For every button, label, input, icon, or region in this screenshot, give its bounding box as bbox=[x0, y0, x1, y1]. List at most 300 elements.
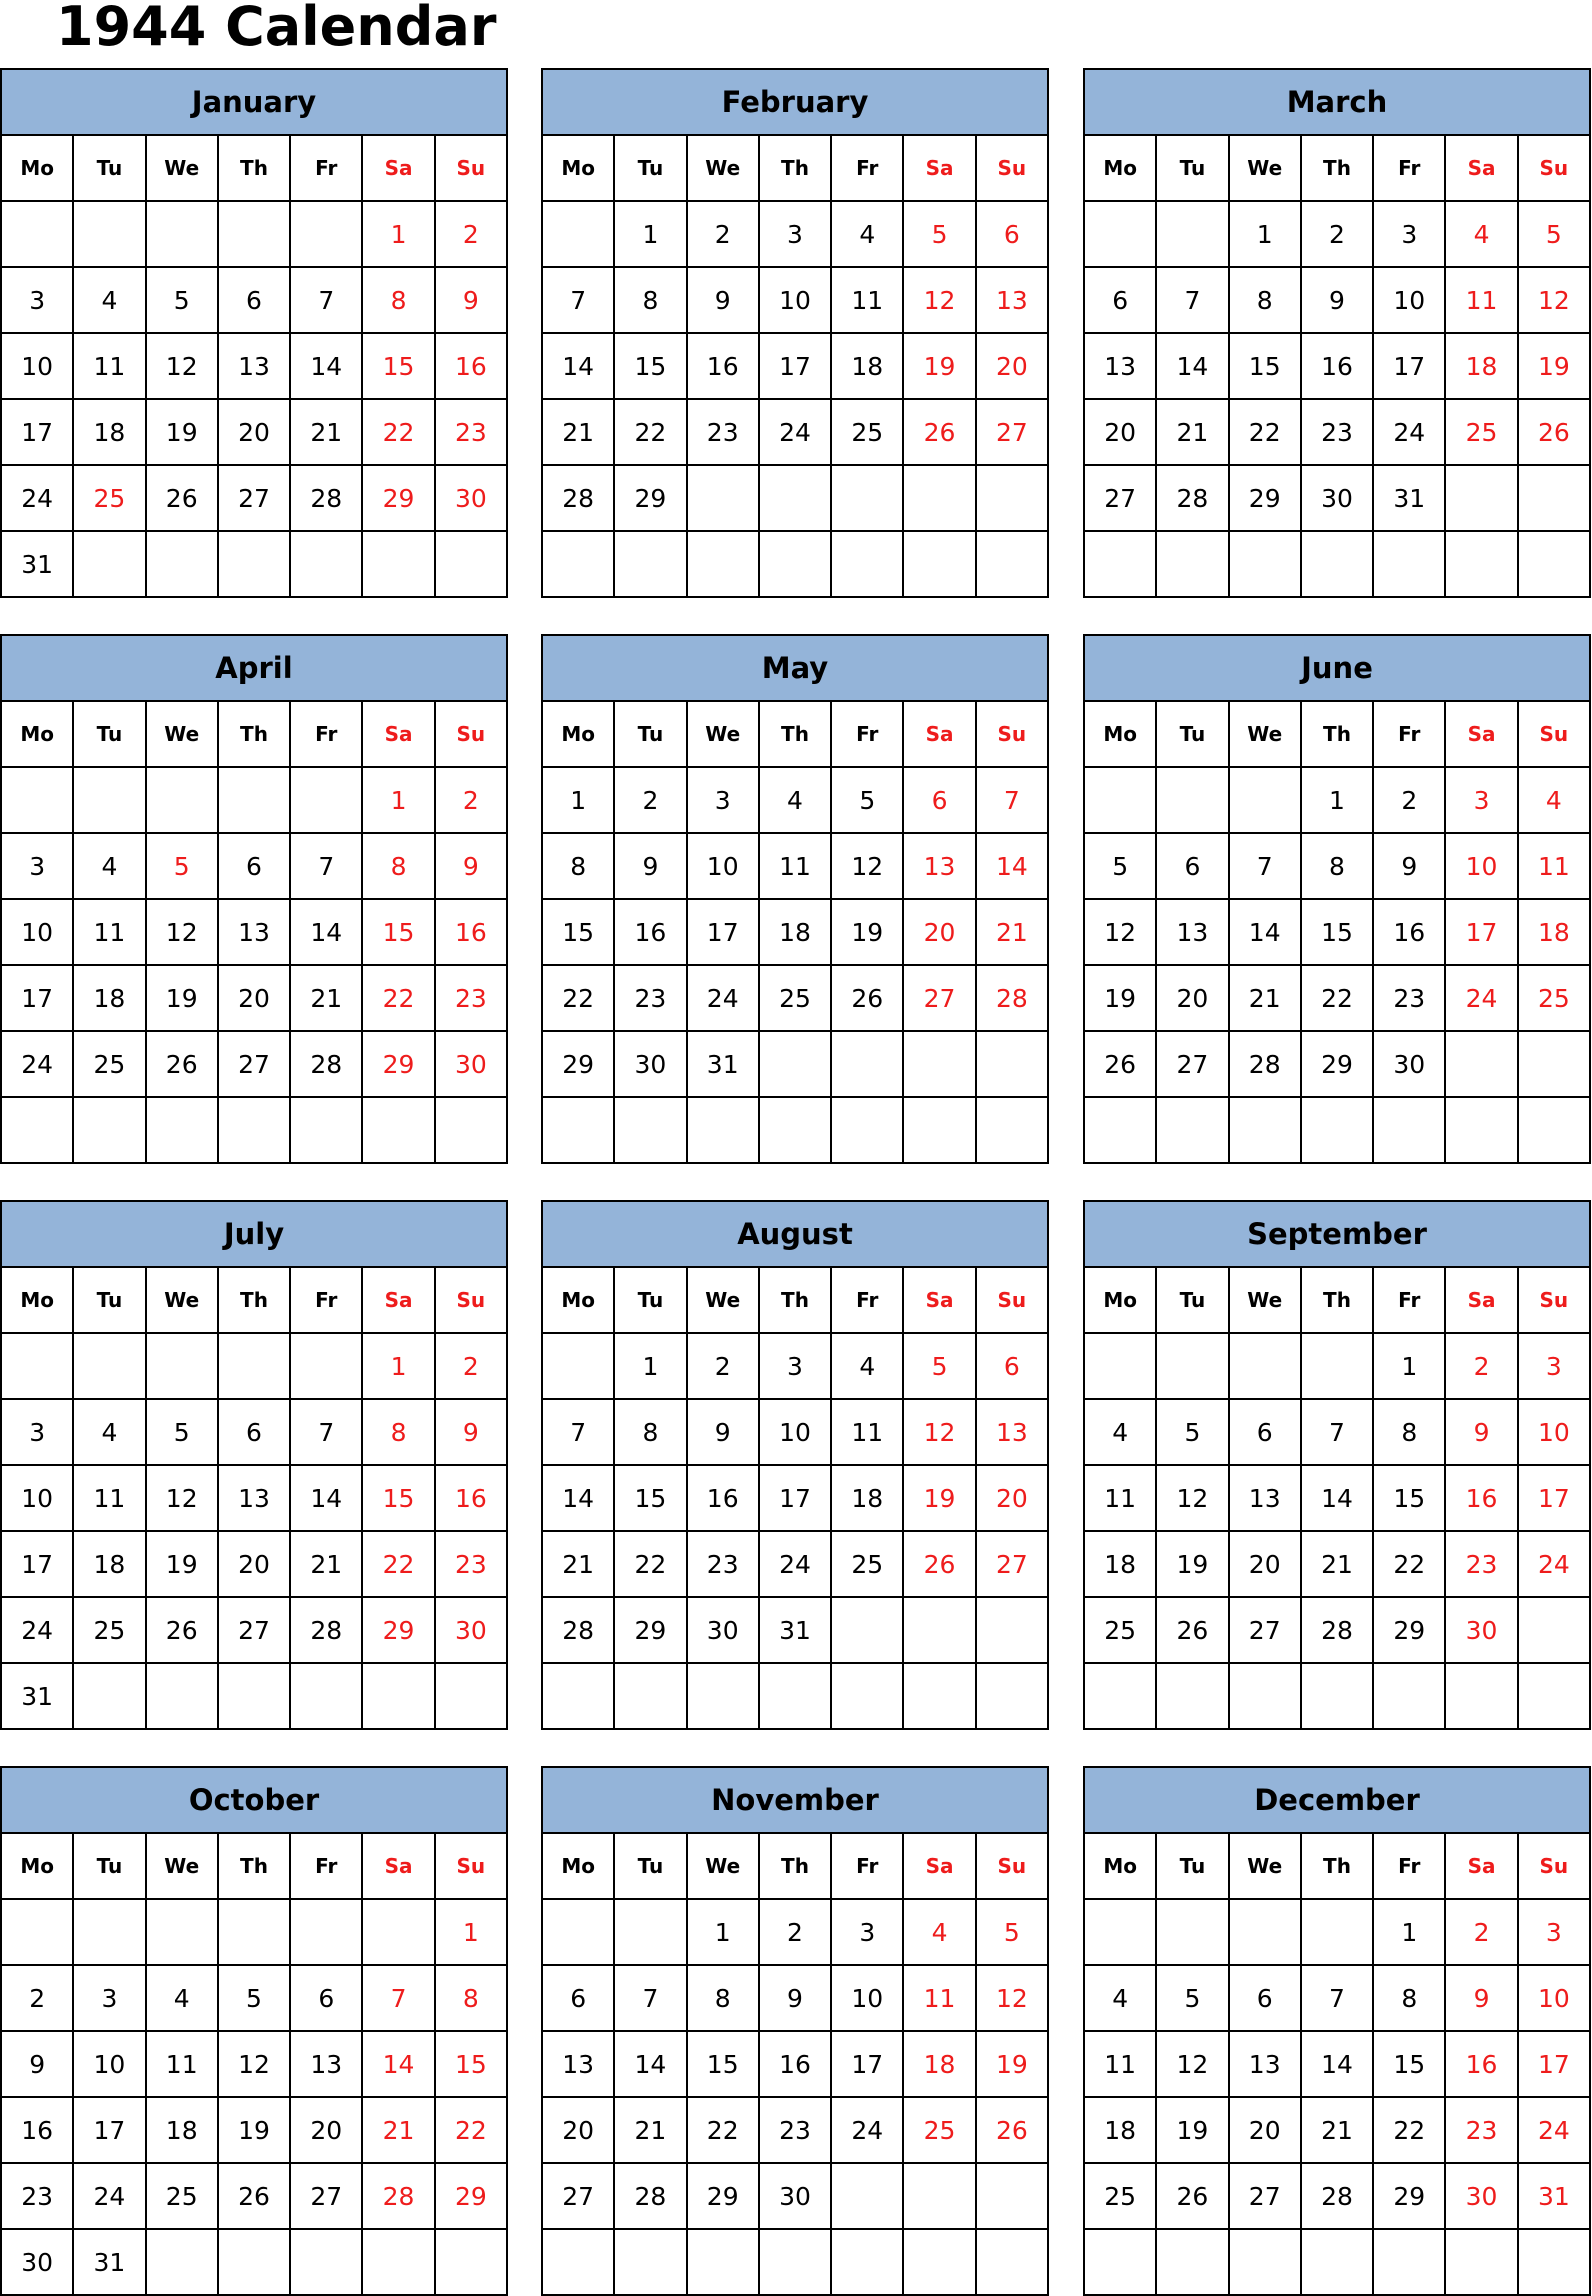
day-cell: 19 bbox=[1155, 2096, 1227, 2162]
day-cell: 25 bbox=[758, 964, 830, 1030]
day-cell: 3 bbox=[0, 832, 72, 898]
day-cell: 12 bbox=[217, 2030, 289, 2096]
day-cell: 23 bbox=[1300, 398, 1372, 464]
day-cell: 27 bbox=[1083, 464, 1155, 530]
day-cell: 14 bbox=[289, 1464, 361, 1530]
day-cell: 12 bbox=[1155, 2030, 1227, 2096]
day-cell: 29 bbox=[613, 464, 685, 530]
day-cell: 5 bbox=[217, 1964, 289, 2030]
day-cell: 20 bbox=[289, 2096, 361, 2162]
empty-day-cell bbox=[217, 1898, 289, 1964]
day-cell: 1 bbox=[541, 766, 613, 832]
day-cell: 24 bbox=[0, 464, 72, 530]
weekday-header: Sa bbox=[902, 1832, 974, 1898]
day-cell: 14 bbox=[361, 2030, 433, 2096]
empty-day-cell bbox=[830, 1096, 902, 1162]
month-name: September bbox=[1083, 1200, 1589, 1266]
day-cell: 1 bbox=[1300, 766, 1372, 832]
weekday-header: Sa bbox=[902, 700, 974, 766]
day-cell: 2 bbox=[686, 200, 758, 266]
day-cell: 27 bbox=[217, 1596, 289, 1662]
day-cell: 21 bbox=[613, 2096, 685, 2162]
day-cell: 1 bbox=[361, 200, 433, 266]
day-cell: 2 bbox=[1372, 766, 1444, 832]
day-cell: 25 bbox=[830, 1530, 902, 1596]
day-cell: 27 bbox=[902, 964, 974, 1030]
day-cell: 29 bbox=[361, 464, 433, 530]
day-cell: 12 bbox=[145, 1464, 217, 1530]
empty-day-cell bbox=[1083, 530, 1155, 596]
day-cell: 13 bbox=[902, 832, 974, 898]
day-cell: 14 bbox=[613, 2030, 685, 2096]
empty-day-cell bbox=[541, 1662, 613, 1728]
day-cell: 16 bbox=[0, 2096, 72, 2162]
day-cell: 28 bbox=[1155, 464, 1227, 530]
month-december bbox=[1083, 1766, 1591, 2296]
day-cell: 23 bbox=[686, 1530, 758, 1596]
weekday-header: Su bbox=[434, 1832, 506, 1898]
day-cell: 22 bbox=[361, 964, 433, 1030]
day-cell: 1 bbox=[686, 1898, 758, 1964]
month-january bbox=[0, 68, 508, 598]
weekday-header: Th bbox=[758, 700, 830, 766]
weekday-header: Th bbox=[1300, 1266, 1372, 1332]
day-cell: 9 bbox=[686, 266, 758, 332]
day-cell: 12 bbox=[1517, 266, 1589, 332]
day-cell: 22 bbox=[541, 964, 613, 1030]
day-cell: 1 bbox=[1372, 1898, 1444, 1964]
empty-day-cell bbox=[1517, 464, 1589, 530]
day-cell: 19 bbox=[902, 1464, 974, 1530]
day-cell: 17 bbox=[758, 1464, 830, 1530]
day-cell: 27 bbox=[1228, 2162, 1300, 2228]
day-cell: 9 bbox=[1444, 1398, 1516, 1464]
empty-day-cell bbox=[1083, 1096, 1155, 1162]
day-cell: 28 bbox=[975, 964, 1047, 1030]
day-cell: 27 bbox=[541, 2162, 613, 2228]
day-cell: 8 bbox=[361, 832, 433, 898]
day-cell: 31 bbox=[686, 1030, 758, 1096]
day-cell: 30 bbox=[0, 2228, 72, 2294]
empty-day-cell bbox=[1155, 1898, 1227, 1964]
month-name: August bbox=[541, 1200, 1047, 1266]
day-cell: 20 bbox=[975, 1464, 1047, 1530]
day-cell: 7 bbox=[1228, 832, 1300, 898]
empty-day-cell bbox=[1228, 2228, 1300, 2294]
day-cell: 31 bbox=[72, 2228, 144, 2294]
day-cell: 6 bbox=[217, 266, 289, 332]
weekday-header: Su bbox=[1517, 1266, 1589, 1332]
weekday-header: Th bbox=[758, 1832, 830, 1898]
day-cell: 17 bbox=[1517, 2030, 1589, 2096]
empty-day-cell bbox=[217, 2228, 289, 2294]
day-cell: 7 bbox=[289, 1398, 361, 1464]
empty-day-cell bbox=[758, 2228, 830, 2294]
empty-day-cell bbox=[902, 2228, 974, 2294]
day-cell: 16 bbox=[1444, 2030, 1516, 2096]
day-cell: 22 bbox=[1300, 964, 1372, 1030]
weekday-header: Mo bbox=[1083, 134, 1155, 200]
day-cell: 14 bbox=[1155, 332, 1227, 398]
day-cell: 31 bbox=[758, 1596, 830, 1662]
day-cell: 18 bbox=[72, 398, 144, 464]
day-cell: 1 bbox=[361, 766, 433, 832]
day-cell: 9 bbox=[1300, 266, 1372, 332]
day-cell: 28 bbox=[541, 1596, 613, 1662]
day-cell: 10 bbox=[1517, 1964, 1589, 2030]
empty-day-cell bbox=[1155, 1332, 1227, 1398]
day-cell: 9 bbox=[686, 1398, 758, 1464]
empty-day-cell bbox=[1372, 1096, 1444, 1162]
empty-day-cell bbox=[541, 200, 613, 266]
day-cell: 7 bbox=[289, 832, 361, 898]
day-cell: 11 bbox=[72, 898, 144, 964]
day-cell: 8 bbox=[361, 266, 433, 332]
day-cell: 22 bbox=[613, 398, 685, 464]
day-cell: 16 bbox=[434, 1464, 506, 1530]
day-cell: 23 bbox=[434, 1530, 506, 1596]
day-cell: 5 bbox=[902, 200, 974, 266]
empty-day-cell bbox=[1300, 2228, 1372, 2294]
weekday-header: Fr bbox=[830, 700, 902, 766]
weekday-header: Sa bbox=[361, 700, 433, 766]
month-days-grid bbox=[0, 1266, 506, 1728]
day-cell: 4 bbox=[758, 766, 830, 832]
day-cell: 6 bbox=[1155, 832, 1227, 898]
day-cell: 10 bbox=[758, 1398, 830, 1464]
empty-day-cell bbox=[217, 1662, 289, 1728]
day-cell: 6 bbox=[1228, 1964, 1300, 2030]
day-cell: 18 bbox=[902, 2030, 974, 2096]
weekday-header: Th bbox=[758, 1266, 830, 1332]
month-days-grid bbox=[1083, 1266, 1589, 1728]
day-cell: 18 bbox=[758, 898, 830, 964]
empty-day-cell bbox=[758, 1096, 830, 1162]
empty-day-cell bbox=[1083, 1898, 1155, 1964]
day-cell: 26 bbox=[1155, 2162, 1227, 2228]
day-cell: 6 bbox=[217, 832, 289, 898]
empty-day-cell bbox=[902, 530, 974, 596]
empty-day-cell bbox=[434, 1662, 506, 1728]
day-cell: 13 bbox=[217, 898, 289, 964]
day-cell: 8 bbox=[434, 1964, 506, 2030]
empty-day-cell bbox=[1300, 1332, 1372, 1398]
day-cell: 24 bbox=[0, 1596, 72, 1662]
day-cell: 2 bbox=[434, 200, 506, 266]
day-cell: 10 bbox=[0, 898, 72, 964]
day-cell: 19 bbox=[145, 1530, 217, 1596]
weekday-header: Th bbox=[1300, 1832, 1372, 1898]
empty-day-cell bbox=[1083, 766, 1155, 832]
empty-day-cell bbox=[361, 1898, 433, 1964]
weekday-header: Su bbox=[434, 700, 506, 766]
weekday-header: Su bbox=[975, 700, 1047, 766]
weekday-header: Su bbox=[975, 1266, 1047, 1332]
day-cell: 19 bbox=[830, 898, 902, 964]
weekday-header: Tu bbox=[72, 1832, 144, 1898]
day-cell: 10 bbox=[72, 2030, 144, 2096]
day-cell: 3 bbox=[758, 200, 830, 266]
empty-day-cell bbox=[541, 1096, 613, 1162]
day-cell: 29 bbox=[1372, 2162, 1444, 2228]
empty-day-cell bbox=[758, 1662, 830, 1728]
day-cell: 22 bbox=[361, 1530, 433, 1596]
day-cell: 8 bbox=[1228, 266, 1300, 332]
day-cell: 23 bbox=[613, 964, 685, 1030]
day-cell: 7 bbox=[1300, 1398, 1372, 1464]
weekday-header: Tu bbox=[72, 134, 144, 200]
weekday-header: Fr bbox=[289, 700, 361, 766]
weekday-header: Th bbox=[1300, 134, 1372, 200]
empty-day-cell bbox=[902, 2162, 974, 2228]
weekday-header: We bbox=[145, 700, 217, 766]
day-cell: 18 bbox=[830, 332, 902, 398]
weekday-header: Th bbox=[1300, 700, 1372, 766]
day-cell: 19 bbox=[1155, 1530, 1227, 1596]
day-cell: 21 bbox=[289, 398, 361, 464]
weekday-header: Sa bbox=[361, 1832, 433, 1898]
empty-day-cell bbox=[541, 1898, 613, 1964]
weekday-header: Su bbox=[434, 1266, 506, 1332]
empty-day-cell bbox=[830, 464, 902, 530]
day-cell: 29 bbox=[1228, 464, 1300, 530]
empty-day-cell bbox=[1155, 200, 1227, 266]
day-cell: 4 bbox=[72, 266, 144, 332]
day-cell: 4 bbox=[72, 1398, 144, 1464]
day-cell: 26 bbox=[145, 464, 217, 530]
empty-day-cell bbox=[0, 200, 72, 266]
day-cell: 30 bbox=[686, 1596, 758, 1662]
weekday-header: Fr bbox=[1372, 134, 1444, 200]
empty-day-cell bbox=[686, 464, 758, 530]
empty-day-cell bbox=[145, 1898, 217, 1964]
empty-day-cell bbox=[830, 530, 902, 596]
weekday-header: Sa bbox=[902, 1266, 974, 1332]
day-cell: 12 bbox=[902, 266, 974, 332]
weekday-header: Mo bbox=[0, 134, 72, 200]
empty-day-cell bbox=[1228, 1096, 1300, 1162]
empty-day-cell bbox=[1444, 2228, 1516, 2294]
month-may bbox=[541, 634, 1049, 1164]
day-cell: 20 bbox=[217, 964, 289, 1030]
day-cell: 19 bbox=[1517, 332, 1589, 398]
day-cell: 28 bbox=[289, 1030, 361, 1096]
day-cell: 9 bbox=[758, 1964, 830, 2030]
weekday-header: Tu bbox=[1155, 1832, 1227, 1898]
day-cell: 19 bbox=[1083, 964, 1155, 1030]
day-cell: 12 bbox=[830, 832, 902, 898]
day-cell: 3 bbox=[72, 1964, 144, 2030]
day-cell: 17 bbox=[72, 2096, 144, 2162]
month-name: April bbox=[0, 634, 506, 700]
day-cell: 3 bbox=[758, 1332, 830, 1398]
empty-day-cell bbox=[361, 1662, 433, 1728]
day-cell: 26 bbox=[145, 1596, 217, 1662]
empty-day-cell bbox=[902, 464, 974, 530]
day-cell: 19 bbox=[902, 332, 974, 398]
day-cell: 26 bbox=[830, 964, 902, 1030]
empty-day-cell bbox=[613, 1898, 685, 1964]
day-cell: 10 bbox=[0, 1464, 72, 1530]
weekday-header: Th bbox=[217, 134, 289, 200]
day-cell: 24 bbox=[830, 2096, 902, 2162]
day-cell: 15 bbox=[361, 332, 433, 398]
empty-day-cell bbox=[1155, 2228, 1227, 2294]
empty-day-cell bbox=[1300, 1662, 1372, 1728]
day-cell: 17 bbox=[758, 332, 830, 398]
empty-day-cell bbox=[1444, 464, 1516, 530]
day-cell: 13 bbox=[1155, 898, 1227, 964]
day-cell: 2 bbox=[613, 766, 685, 832]
empty-day-cell bbox=[72, 200, 144, 266]
day-cell: 22 bbox=[1228, 398, 1300, 464]
empty-day-cell bbox=[902, 1596, 974, 1662]
empty-day-cell bbox=[1517, 1596, 1589, 1662]
empty-day-cell bbox=[0, 1332, 72, 1398]
month-days-grid bbox=[1083, 1832, 1589, 2294]
day-cell: 28 bbox=[541, 464, 613, 530]
day-cell: 3 bbox=[686, 766, 758, 832]
page-title: 1944 Calendar bbox=[56, 0, 497, 58]
day-cell: 7 bbox=[289, 266, 361, 332]
empty-day-cell bbox=[145, 1096, 217, 1162]
day-cell: 17 bbox=[0, 964, 72, 1030]
day-cell: 13 bbox=[289, 2030, 361, 2096]
month-days-grid bbox=[0, 134, 506, 596]
day-cell: 19 bbox=[975, 2030, 1047, 2096]
weekday-header: Tu bbox=[1155, 700, 1227, 766]
day-cell: 24 bbox=[1517, 2096, 1589, 2162]
weekday-header: Mo bbox=[541, 1266, 613, 1332]
day-cell: 27 bbox=[217, 464, 289, 530]
empty-day-cell bbox=[975, 1030, 1047, 1096]
weekday-header: Fr bbox=[289, 1832, 361, 1898]
empty-day-cell bbox=[1444, 530, 1516, 596]
day-cell: 26 bbox=[145, 1030, 217, 1096]
day-cell: 25 bbox=[830, 398, 902, 464]
weekday-header: Tu bbox=[72, 1266, 144, 1332]
weekday-header: Sa bbox=[1444, 1832, 1516, 1898]
day-cell: 3 bbox=[1517, 1332, 1589, 1398]
empty-day-cell bbox=[145, 766, 217, 832]
empty-day-cell bbox=[361, 530, 433, 596]
day-cell: 21 bbox=[289, 964, 361, 1030]
day-cell: 23 bbox=[1444, 1530, 1516, 1596]
weekday-header: We bbox=[686, 1832, 758, 1898]
day-cell: 10 bbox=[1372, 266, 1444, 332]
empty-day-cell bbox=[361, 2228, 433, 2294]
weekday-header: Mo bbox=[1083, 1266, 1155, 1332]
empty-day-cell bbox=[217, 1332, 289, 1398]
empty-day-cell bbox=[289, 2228, 361, 2294]
empty-day-cell bbox=[975, 530, 1047, 596]
day-cell: 15 bbox=[434, 2030, 506, 2096]
weekday-header: We bbox=[686, 134, 758, 200]
empty-day-cell bbox=[1083, 1332, 1155, 1398]
day-cell: 30 bbox=[758, 2162, 830, 2228]
day-cell: 22 bbox=[1372, 2096, 1444, 2162]
day-cell: 18 bbox=[1517, 898, 1589, 964]
day-cell: 17 bbox=[1372, 332, 1444, 398]
weekday-header: We bbox=[1228, 134, 1300, 200]
day-cell: 29 bbox=[613, 1596, 685, 1662]
weekday-header: Tu bbox=[613, 1832, 685, 1898]
day-cell: 5 bbox=[1155, 1964, 1227, 2030]
empty-day-cell bbox=[289, 1662, 361, 1728]
day-cell: 29 bbox=[686, 2162, 758, 2228]
empty-day-cell bbox=[830, 1662, 902, 1728]
day-cell: 1 bbox=[1372, 1332, 1444, 1398]
empty-day-cell bbox=[72, 1332, 144, 1398]
day-cell: 15 bbox=[1372, 1464, 1444, 1530]
day-cell: 3 bbox=[1372, 200, 1444, 266]
day-cell: 11 bbox=[830, 266, 902, 332]
day-cell: 31 bbox=[0, 1662, 72, 1728]
month-november bbox=[541, 1766, 1049, 2296]
day-cell: 28 bbox=[1300, 1596, 1372, 1662]
empty-day-cell bbox=[434, 2228, 506, 2294]
empty-day-cell bbox=[1444, 1662, 1516, 1728]
day-cell: 31 bbox=[1517, 2162, 1589, 2228]
empty-day-cell bbox=[758, 464, 830, 530]
month-name: November bbox=[541, 1766, 1047, 1832]
empty-day-cell bbox=[830, 1596, 902, 1662]
month-july bbox=[0, 1200, 508, 1730]
empty-day-cell bbox=[0, 766, 72, 832]
weekday-header: Th bbox=[217, 700, 289, 766]
day-cell: 7 bbox=[1300, 1964, 1372, 2030]
day-cell: 14 bbox=[1300, 2030, 1372, 2096]
day-cell: 30 bbox=[613, 1030, 685, 1096]
empty-day-cell bbox=[1444, 1030, 1516, 1096]
day-cell: 24 bbox=[758, 1530, 830, 1596]
empty-day-cell bbox=[1155, 1662, 1227, 1728]
day-cell: 13 bbox=[217, 1464, 289, 1530]
weekday-header: Sa bbox=[361, 134, 433, 200]
day-cell: 9 bbox=[613, 832, 685, 898]
weekday-header: We bbox=[686, 1266, 758, 1332]
day-cell: 5 bbox=[902, 1332, 974, 1398]
day-cell: 8 bbox=[686, 1964, 758, 2030]
day-cell: 7 bbox=[613, 1964, 685, 2030]
day-cell: 17 bbox=[1517, 1464, 1589, 1530]
day-cell: 21 bbox=[1300, 2096, 1372, 2162]
empty-day-cell bbox=[145, 2228, 217, 2294]
day-cell: 25 bbox=[1444, 398, 1516, 464]
month-june bbox=[1083, 634, 1591, 1164]
day-cell: 24 bbox=[72, 2162, 144, 2228]
month-days-grid bbox=[0, 700, 506, 1162]
empty-day-cell bbox=[1300, 530, 1372, 596]
day-cell: 10 bbox=[1517, 1398, 1589, 1464]
day-cell: 15 bbox=[613, 332, 685, 398]
day-cell: 2 bbox=[434, 1332, 506, 1398]
day-cell: 5 bbox=[1517, 200, 1589, 266]
day-cell: 26 bbox=[975, 2096, 1047, 2162]
empty-day-cell bbox=[1228, 530, 1300, 596]
empty-day-cell bbox=[1083, 200, 1155, 266]
day-cell: 28 bbox=[361, 2162, 433, 2228]
day-cell: 11 bbox=[758, 832, 830, 898]
month-february bbox=[541, 68, 1049, 598]
weekday-header: Tu bbox=[1155, 134, 1227, 200]
empty-day-cell bbox=[1228, 1898, 1300, 1964]
day-cell: 20 bbox=[975, 332, 1047, 398]
month-name: May bbox=[541, 634, 1047, 700]
day-cell: 5 bbox=[145, 1398, 217, 1464]
empty-day-cell bbox=[217, 200, 289, 266]
day-cell: 16 bbox=[1444, 1464, 1516, 1530]
